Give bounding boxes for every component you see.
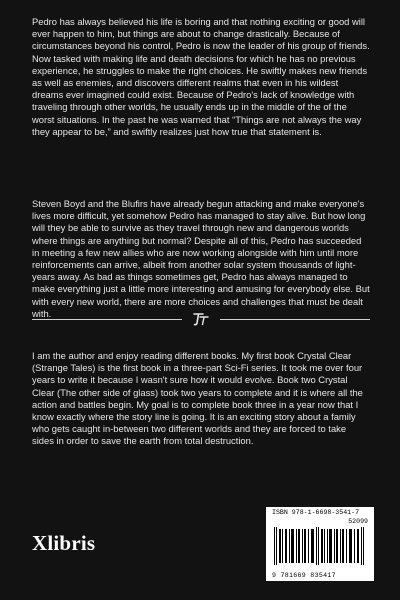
price-code: 52099 [348, 518, 368, 525]
author-bio-paragraph: I am the author and enjoy reading different books. My first book Crystal Clear (Strange Tales) is the first book in a three-part Sci-Fi series. It took me over four years to write it because I wasn't sure how it would evolve. Book two Crystal Clear (The other side of glass) took two years to complete and it is where all the action and battles begin. My goal is to complete book three in a year now that I know exactly where the story line is going. It is an exciting story about a family who gets caught in-between two different worlds and they are forced to take sides in order to save the earth from total destruction. [32, 350, 363, 447]
author-monogram-icon [192, 311, 210, 327]
synopsis-paragraph-2: Steven Boyd and the Blufirs have already begun attacking and make everyone's lives more difficult, yet somehow Pedro has managed to stay alive. But how long will they be able to survive as they travel through new and dangerous worlds where things are anything but normal? Despite all of this, Pedro has succeeded in meeting a few new allies who are now working alongside with him until more reinforcements can arrive, albeit from another solar system thousands of light-years away. As bad as things sometimes get, Pedro has always managed to make everything just a little more interesting and amusing for everybody else. But with every new world, there are more choices and challenges that must be dealt with. [32, 198, 370, 319]
synopsis-paragraph-1: Pedro has always believed his life is boring and that nothing exciting or good will ever happen to him, but things are about to change drastically. Because of circumstances beyond his control, Pedro is now the leader of his group of friends. Now tasked with making life and death decisions for which he has no previous experience, he struggles to make the right choices. He swiftly makes new friends as well as enemies, and discovers different realms that even in his wildest dreams ever imagined could exist. Because of Pedro's lack of knowledge with traveling through other worlds, he usually ends up in the middle of the of the worst situations. In the past he was warned that “Things are not always the way they appear to be,” and swiftly realizes just how true that statement is. [32, 16, 370, 137]
divider-line-left [32, 319, 182, 320]
isbn-barcode-block [266, 507, 374, 581]
divider-line-right [220, 319, 370, 320]
isbn-label: ISBN 978-1-6698-3541-7 [272, 509, 360, 516]
publisher-logo: Xlibris [32, 531, 96, 555]
section-divider [32, 311, 370, 327]
barcode-number: 9 781669 835417 [272, 572, 336, 579]
barcode-icon [272, 517, 368, 571]
